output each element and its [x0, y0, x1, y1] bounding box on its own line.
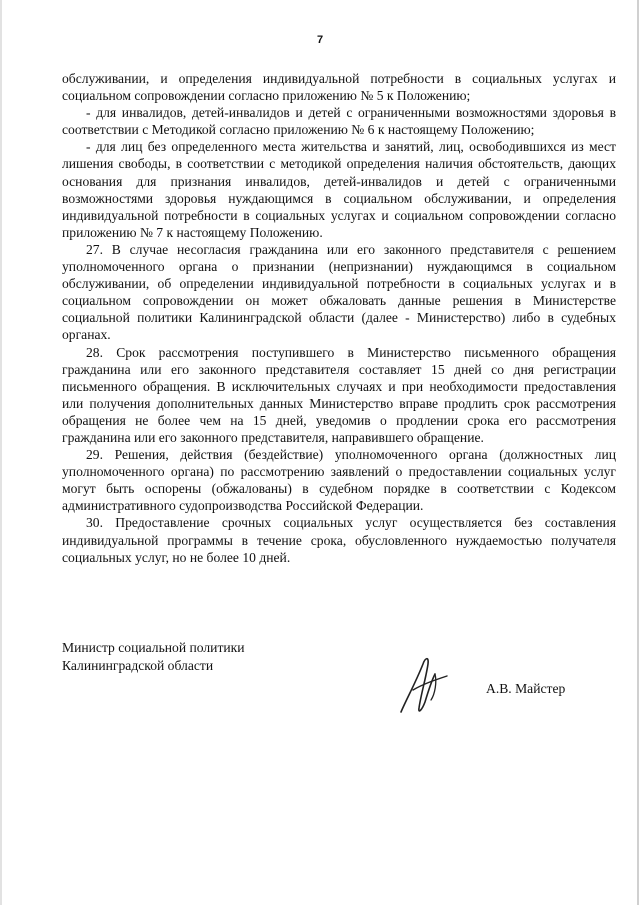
page-number: 7: [316, 34, 324, 46]
position-line-2: Калининградской области: [62, 658, 214, 673]
position-line-1: Министр социальной политики: [62, 640, 245, 655]
scan-edge-right: [637, 0, 639, 905]
paragraph-homeless-persons: - для лиц без определенного места жительства и занятий, лиц, освободившихся из мест лишения свободы, в соответствии с методикой определения наличия обстоятельств, дающих основания для признания инвалидов, детей-инвалидов и детей с ограниченными возможностями здоровья нуждающимся в социальном обслуживании, и определения индивидуальной потребности в социальных услугах и социальном сопровождении согласно приложению № 7 к настоящему Положению.: [62, 139, 616, 240]
signature-position: [62, 639, 245, 675]
paragraph-28: 28. Срок рассмотрения поступившего в Министерство письменного обращения гражданина или его законного представителя составляет 15 дней со дня регистрации письменного обращения. В исключительных случаях и при необходимости предоставления или получения дополнительных данных Министерство вправе продлить срок рассмотрения обращения не более чем на 15 дней, уведомив о продлении срока его рассмотрения гражданина или его законного представителя, направившего обращение.: [62, 344, 616, 445]
paragraph-continuation: обслуживании, и определения индивидуальной потребности в социальных услугах и социальном сопровождении согласно приложению № 5 к Положению;: [62, 71, 616, 104]
document-body: [62, 70, 616, 566]
paragraph-27: 27. В случае несогласия гражданина или его законного представителя с решением уполномоченного органа о признании (непризнании) нуждающимся в социальном обслуживании, об определении индивидуальной потребности в социальных услугах и в социальном сопровождении он может обжаловать данные решения в Министерстве социальной политики Калининградской области (далее - Министерство) либо в судебных органах.: [62, 241, 616, 343]
paragraph-30: 30. Предоставление срочных социальных услуг осуществляется без составления индивидуальной программы в течение срока, обусловленного нуждаемостью получателя социальных услуг, но не более 10 дней.: [62, 515, 616, 565]
paragraph-disabled-persons: - для инвалидов, детей-инвалидов и детей с ограниченными возможностями здоровья в соответствии с Методикой согласно приложению № 6 к настоящему Положению;: [62, 105, 616, 138]
paragraph-29: 29. Решения, действия (бездействие) уполномоченного органа (должностных лиц уполномоченного органа) по рассмотрению заявлений о предоставлении социальных услуг могут быть оспорены (обжалованы) в судебном порядке в соответствии с Кодексом административного судопроизводства Российской Федерации.: [62, 447, 616, 514]
scan-edge-left: [0, 0, 2, 905]
signer-name: А.В. Майстер: [486, 681, 566, 696]
handwritten-signature: [395, 650, 455, 720]
